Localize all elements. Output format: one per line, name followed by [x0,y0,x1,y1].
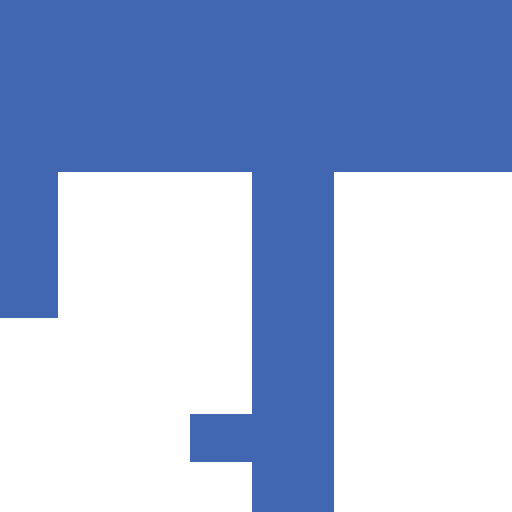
logo-crossbar [190,414,334,462]
logo-left-tab [0,160,58,318]
logo-top-band [0,0,512,172]
